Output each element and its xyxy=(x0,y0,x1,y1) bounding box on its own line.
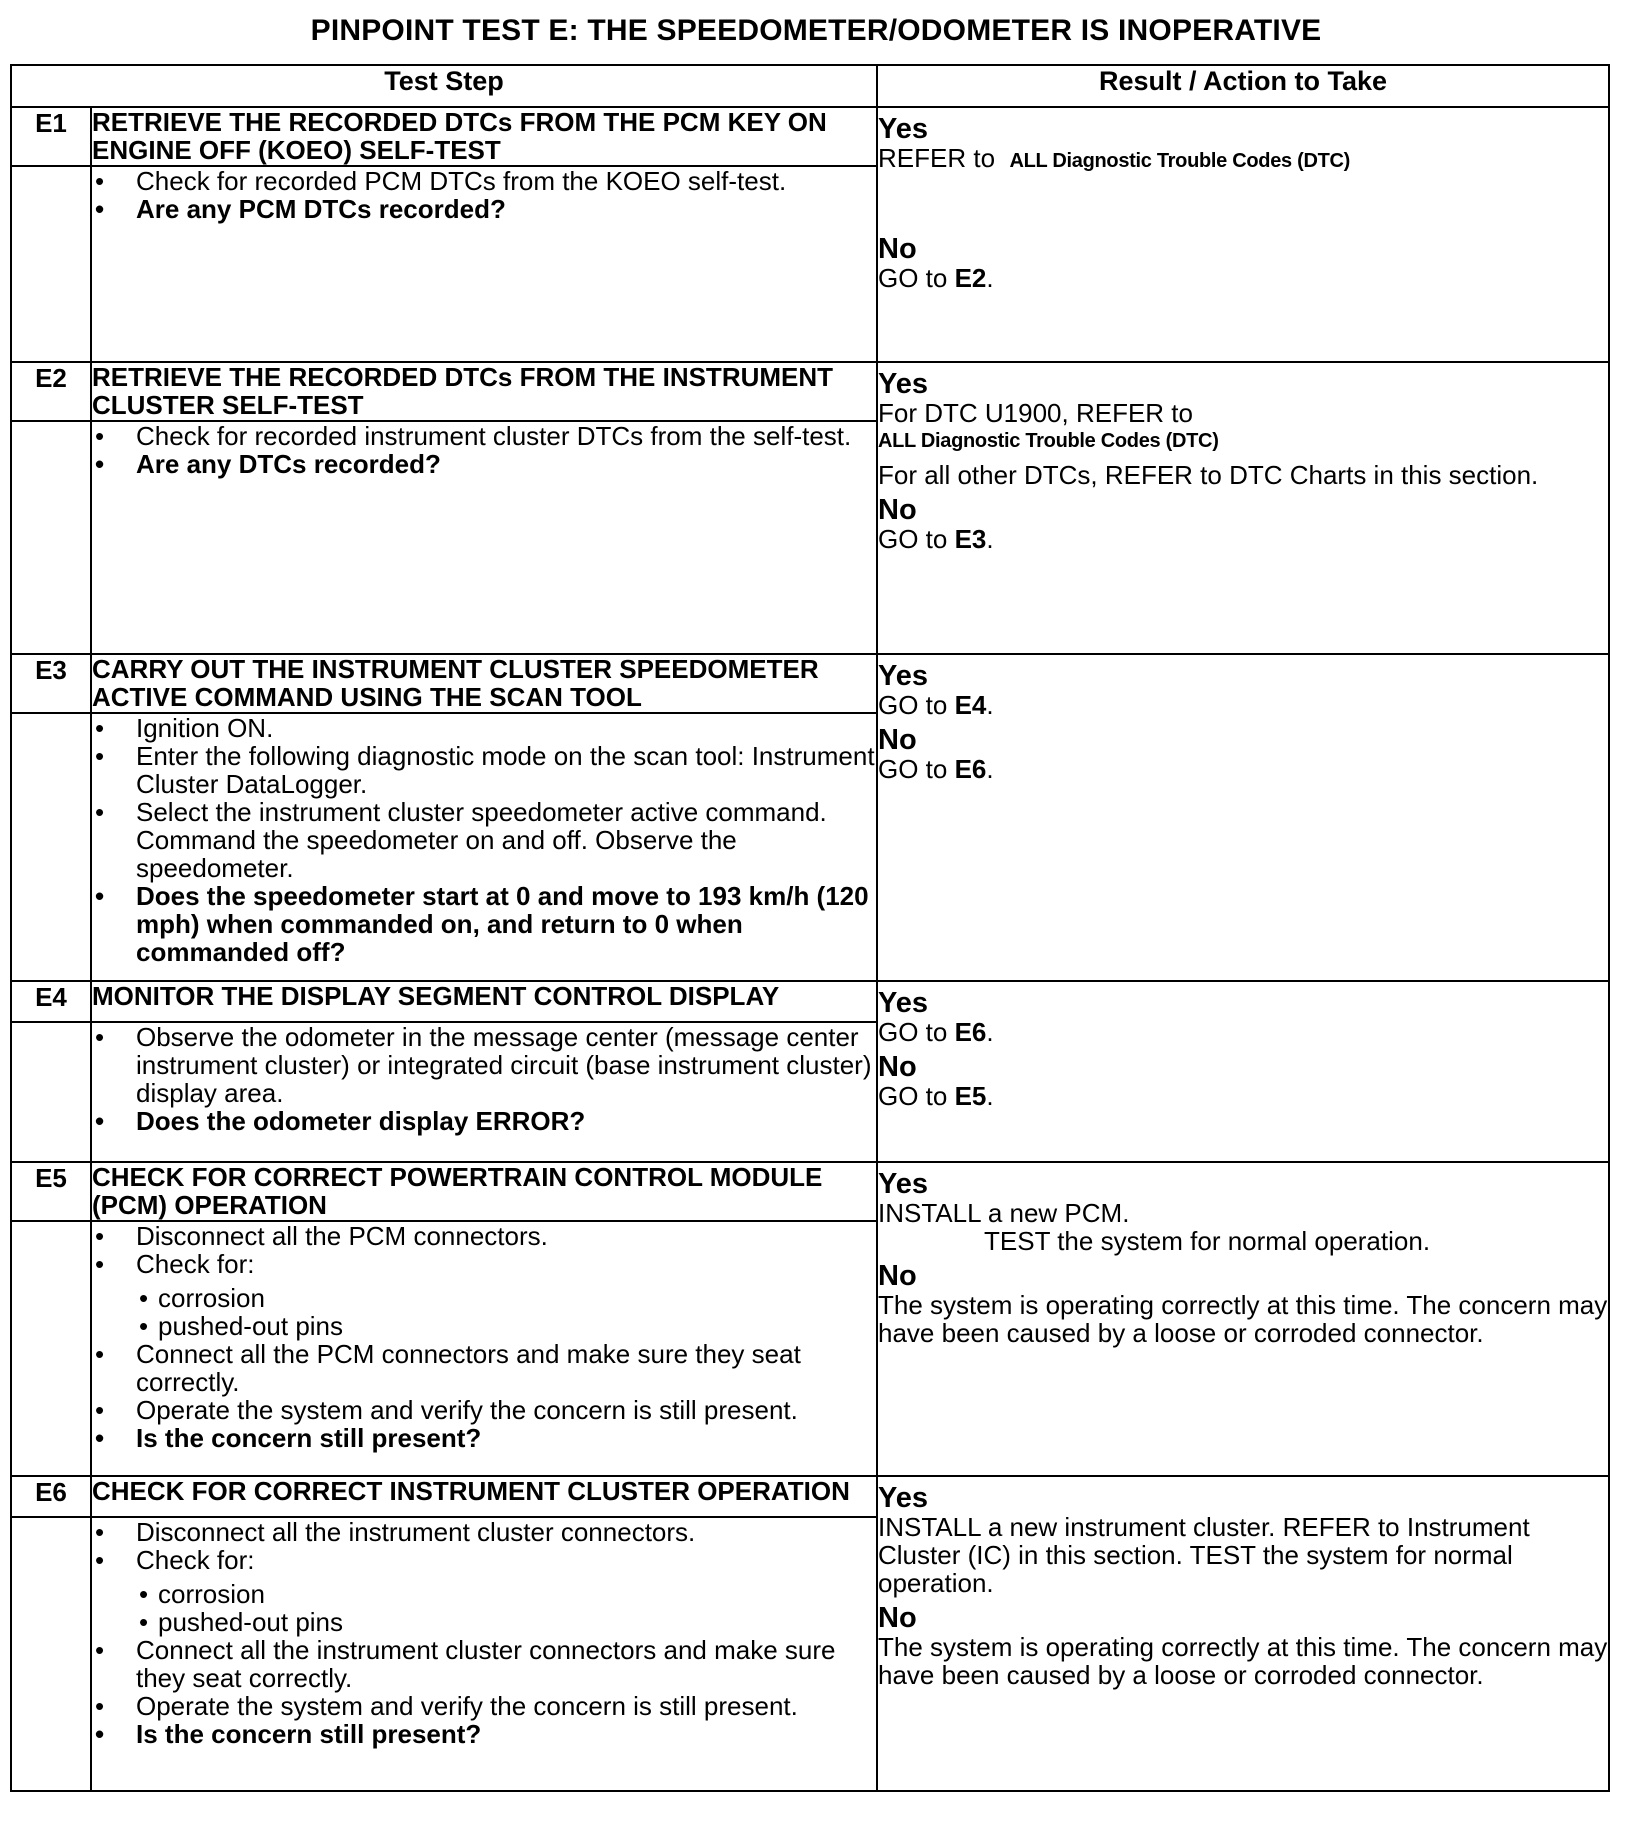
go-to-target: E4 xyxy=(954,690,987,720)
check-item: • corrosion xyxy=(136,1284,876,1312)
step-question: • Is the concern still present? xyxy=(92,1720,876,1748)
yes-action: GO to E6. xyxy=(878,1017,994,1047)
step-actions xyxy=(91,1022,877,1162)
step-row-e3-heading xyxy=(11,654,1609,713)
action-item: • Check for: • corrosion • pushed-out pins xyxy=(92,1250,876,1340)
action-item: • Check for recorded instrument cluster DTCs from the self-test. xyxy=(92,422,876,450)
table-header-row xyxy=(11,65,1609,107)
yes-label: Yes xyxy=(878,1482,928,1514)
step-result xyxy=(877,107,1609,362)
step-result xyxy=(877,1476,1609,1791)
action-item: • Check for recorded PCM DTCs from the KOEO self-test. xyxy=(92,167,876,195)
step-question: • Are any DTCs recorded? xyxy=(92,450,876,478)
step-heading: RETRIEVE THE RECORDED DTCs FROM THE INSTRUMENT CLUSTER SELF-TEST xyxy=(91,362,877,421)
no-label: No xyxy=(878,1051,917,1083)
step-row-e4-heading xyxy=(11,981,1609,1022)
step-row-e1-heading xyxy=(11,107,1609,166)
step-result xyxy=(877,654,1609,981)
header-result: Result / Action to Take xyxy=(877,65,1609,107)
no-label: No xyxy=(878,1602,917,1634)
step-actions xyxy=(91,421,877,654)
yes-action: INSTALL a new instrument cluster. REFER to Instrument Cluster (IC) in this section. TEST the system for normal operation. xyxy=(878,1512,1530,1598)
step-id: E6 xyxy=(11,1476,91,1517)
no-label: No xyxy=(878,233,917,265)
step-heading: CARRY OUT THE INSTRUMENT CLUSTER SPEEDOMETER ACTIVE COMMAND USING THE SCAN TOOL xyxy=(91,654,877,713)
yes-label: Yes xyxy=(878,1168,928,1200)
go-to-target: E6 xyxy=(954,754,987,784)
step-id: E1 xyxy=(11,107,91,166)
action-item: • Check for: • corrosion • pushed-out pins xyxy=(92,1546,876,1636)
action-item: • Disconnect all the PCM connectors. xyxy=(92,1222,876,1250)
yes-action: GO to E4. xyxy=(878,690,994,720)
go-to-target: E3 xyxy=(954,524,987,554)
yes-label: Yes xyxy=(878,660,928,692)
no-action: GO to E2. xyxy=(878,263,994,293)
yes-label: Yes xyxy=(878,368,928,400)
check-item: • pushed-out pins xyxy=(136,1312,876,1340)
pinpoint-test-table xyxy=(10,64,1610,1792)
action-item: • Operate the system and verify the concern is still present. xyxy=(92,1692,876,1720)
action-item: • Disconnect all the instrument cluster connectors. xyxy=(92,1518,876,1546)
yes-label: Yes xyxy=(878,987,928,1019)
no-label: No xyxy=(878,724,917,756)
action-item: • Enter the following diagnostic mode on the scan tool: Instrument Cluster DataLogger. xyxy=(92,742,876,798)
action-item: • Observe the odometer in the message center (message center instrument cluster) or integrated circuit (base instrument cluster) display area. xyxy=(92,1023,876,1107)
yes-action: INSTALL a new PCM. xyxy=(878,1198,1130,1228)
action-item: • Ignition ON. xyxy=(92,714,876,742)
yes-action-test: TEST the system for normal operation. xyxy=(984,1226,1431,1256)
dtc-reference: ALL Diagnostic Trouble Codes (DTC) xyxy=(878,430,1219,452)
step-actions xyxy=(91,1517,877,1791)
yes-action-other: For all other DTCs, REFER to DTC Charts in this section. xyxy=(878,460,1539,490)
no-action: The system is operating correctly at this time. The concern may have been caused by a loose or corroded connector. xyxy=(878,1632,1608,1690)
action-item: • Connect all the instrument cluster connectors and make sure they seat correctly. xyxy=(92,1636,876,1692)
step-heading: CHECK FOR CORRECT POWERTRAIN CONTROL MODULE (PCM) OPERATION xyxy=(91,1162,877,1221)
step-id: E3 xyxy=(11,654,91,713)
step-id: E4 xyxy=(11,981,91,1022)
go-to-target: E2 xyxy=(954,263,987,293)
go-to-target: E6 xyxy=(954,1017,987,1047)
step-question: • Does the odometer display ERROR? xyxy=(92,1107,876,1135)
step-question: • Are any PCM DTCs recorded? xyxy=(92,195,876,223)
step-question: • Does the speedometer start at 0 and move to 193 km/h (120 mph) when commanded on, and return to 0 when commanded off? xyxy=(92,882,876,966)
step-actions xyxy=(91,713,877,981)
no-label: No xyxy=(878,494,917,526)
step-question: • Is the concern still present? xyxy=(92,1424,876,1452)
yes-action: REFER to ALL Diagnostic Trouble Codes (DTC) xyxy=(878,143,1351,173)
step-heading: RETRIEVE THE RECORDED DTCs FROM THE PCM KEY ON ENGINE OFF (KOEO) SELF-TEST xyxy=(91,107,877,166)
no-action: GO to E6. xyxy=(878,754,994,784)
check-item: • corrosion xyxy=(136,1580,876,1608)
step-result xyxy=(877,362,1609,654)
action-item: • Connect all the PCM connectors and make sure they seat correctly. xyxy=(92,1340,876,1396)
page-title: PINPOINT TEST E: THE SPEEDOMETER/ODOMETER IS INOPERATIVE xyxy=(310,14,1322,47)
step-actions xyxy=(91,1221,877,1476)
step-heading: MONITOR THE DISPLAY SEGMENT CONTROL DISPLAY xyxy=(91,981,877,1022)
step-id: E2 xyxy=(11,362,91,421)
step-row-e5-heading xyxy=(11,1162,1609,1221)
step-row-e2-heading xyxy=(11,362,1609,421)
yes-action: For DTC U1900, REFER to xyxy=(878,398,1193,428)
go-to-target: E5 xyxy=(954,1081,987,1111)
header-test-step: Test Step xyxy=(11,65,877,107)
step-result xyxy=(877,981,1609,1162)
no-action: GO to E3. xyxy=(878,524,994,554)
dtc-reference: ALL Diagnostic Trouble Codes (DTC) xyxy=(1009,150,1351,172)
step-row-e6-heading xyxy=(11,1476,1609,1517)
no-action: The system is operating correctly at this time. The concern may have been caused by a loose or corroded connector. xyxy=(878,1290,1608,1348)
step-actions xyxy=(91,166,877,362)
step-id: E5 xyxy=(11,1162,91,1221)
step-heading: CHECK FOR CORRECT INSTRUMENT CLUSTER OPERATION xyxy=(91,1476,877,1517)
action-item: • Operate the system and verify the concern is still present. xyxy=(92,1396,876,1424)
no-action: GO to E5. xyxy=(878,1081,994,1111)
step-result xyxy=(877,1162,1609,1476)
check-item: • pushed-out pins xyxy=(136,1608,876,1636)
action-item: • Select the instrument cluster speedometer active command. Command the speedometer on and off. Observe the speedometer. xyxy=(92,798,876,882)
yes-label: Yes xyxy=(878,113,928,145)
no-label: No xyxy=(878,1260,917,1292)
